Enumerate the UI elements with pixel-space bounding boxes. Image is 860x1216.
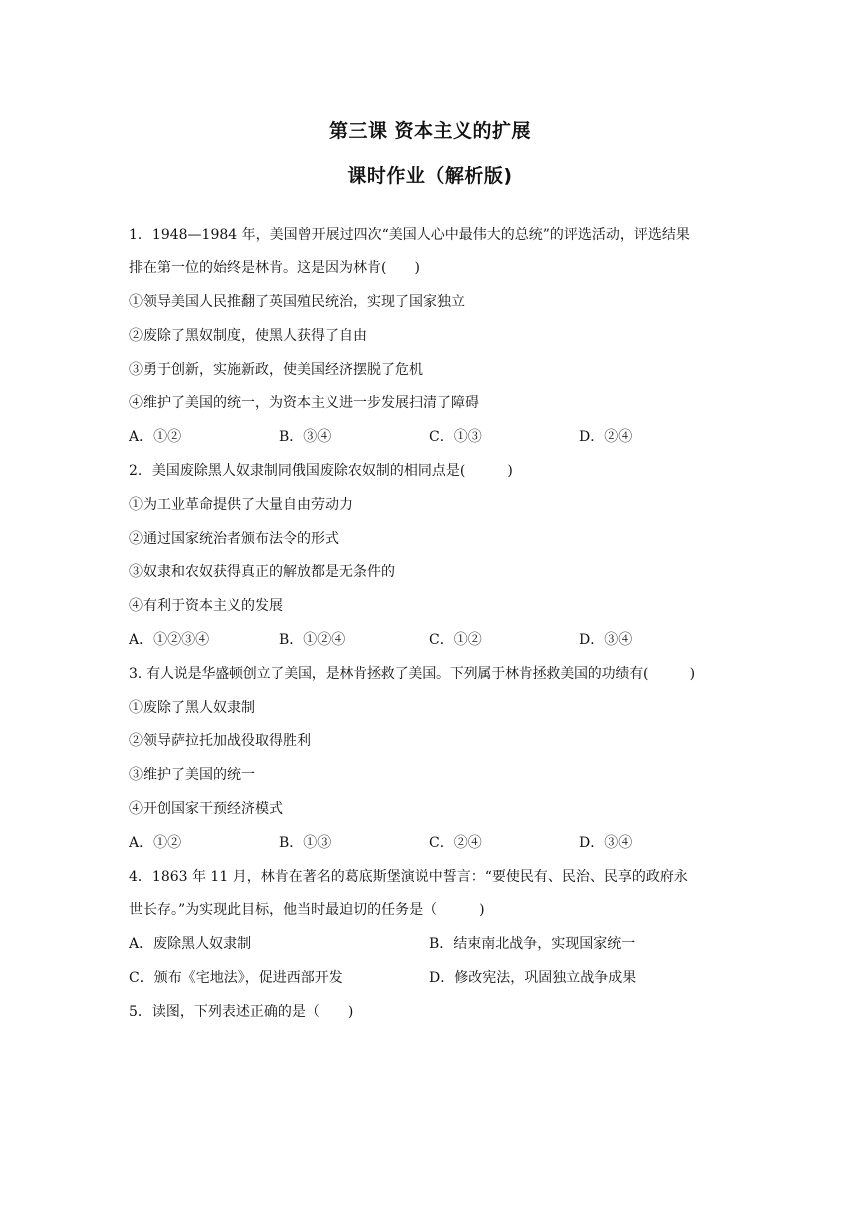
q1-option-b: B．③④: [279, 429, 332, 445]
q3-option-a: A．①②: [129, 835, 182, 851]
q3-stem: 3. 有人说是华盛顿创立了美国，是林肯拯救了美国。下列属于林肯拯救美国的功绩有( ): [129, 666, 695, 682]
q2-option-d: D．③④: [579, 632, 633, 648]
q2-option-b: B．①②④: [279, 632, 346, 648]
q4-option-a: A．废除黑人奴隶制: [129, 936, 252, 952]
q2-item-1: ①为工业革命提供了大量自由劳动力: [129, 497, 353, 513]
q1-item-3: ③勇于创新，实施新政，使美国经济摆脱了危机: [129, 362, 423, 378]
q3-item-1: ①废除了黑人奴隶制: [129, 700, 255, 716]
q4-stem-line1: 4．1863 年 11 月，林肯在著名的葛底斯堡演说中誓言：“要使民有、民治、民享的政府永: [129, 869, 688, 885]
q5-stem: 5．读图，下列表述正确的是（ ): [129, 1004, 354, 1020]
q3-option-c: C．②④: [429, 835, 482, 851]
q2-item-4: ④有利于资本主义的发展: [129, 598, 283, 614]
q4-option-d: D．修改宪法，巩固独立战争成果: [429, 970, 637, 986]
q3-item-3: ③维护了美国的统一: [129, 767, 255, 783]
q2-option-c: C．①②: [429, 632, 482, 648]
q1-option-a: A．①②: [129, 429, 182, 445]
q1-item-4: ④维护了美国的统一，为资本主义进一步发展扫清了障碍: [129, 395, 479, 411]
q1-stem-line1: 1．1948—1984 年，美国曾开展过四次“美国人心中最伟大的总统”的评选活动，评选结果: [129, 227, 690, 243]
page-subtitle: 课时作业（解析版): [347, 165, 513, 187]
page-title: 第三课 资本主义的扩展: [328, 120, 532, 142]
q4-stem-line2: 世长存。”为实现此目标，他当时最迫切的任务是（ ): [129, 902, 485, 918]
q3-item-4: ④开创国家干预经济模式: [129, 801, 283, 817]
q3-option-b: B．①③: [279, 835, 332, 851]
q1-stem-line2: 排在第一位的始终是林肯。这是因为林肯( ): [129, 260, 420, 276]
q1-item-1: ①领导美国人民推翻了英国殖民统治，实现了国家独立: [129, 294, 465, 310]
q2-item-2: ②通过国家统治者颁布法令的形式: [129, 531, 339, 547]
q4-option-b: B．结束南北战争，实现国家统一: [429, 936, 636, 952]
q1-option-c: C．①③: [429, 429, 482, 445]
q1-option-d: D．②④: [579, 429, 633, 445]
q2-stem: 2．美国废除黑人奴隶制同俄国废除农奴制的相同点是( ): [129, 463, 513, 479]
q2-option-a: A．①②③④: [129, 632, 210, 648]
q3-item-2: ②领导萨拉托加战役取得胜利: [129, 733, 311, 749]
q3-option-d: D．③④: [579, 835, 633, 851]
q4-option-c: C．颁布《宅地法》，促进西部开发: [129, 970, 343, 986]
q2-item-3: ③奴隶和农奴获得真正的解放都是无条件的: [129, 564, 395, 580]
q1-item-2: ②废除了黑奴制度，使黑人获得了自由: [129, 328, 367, 344]
